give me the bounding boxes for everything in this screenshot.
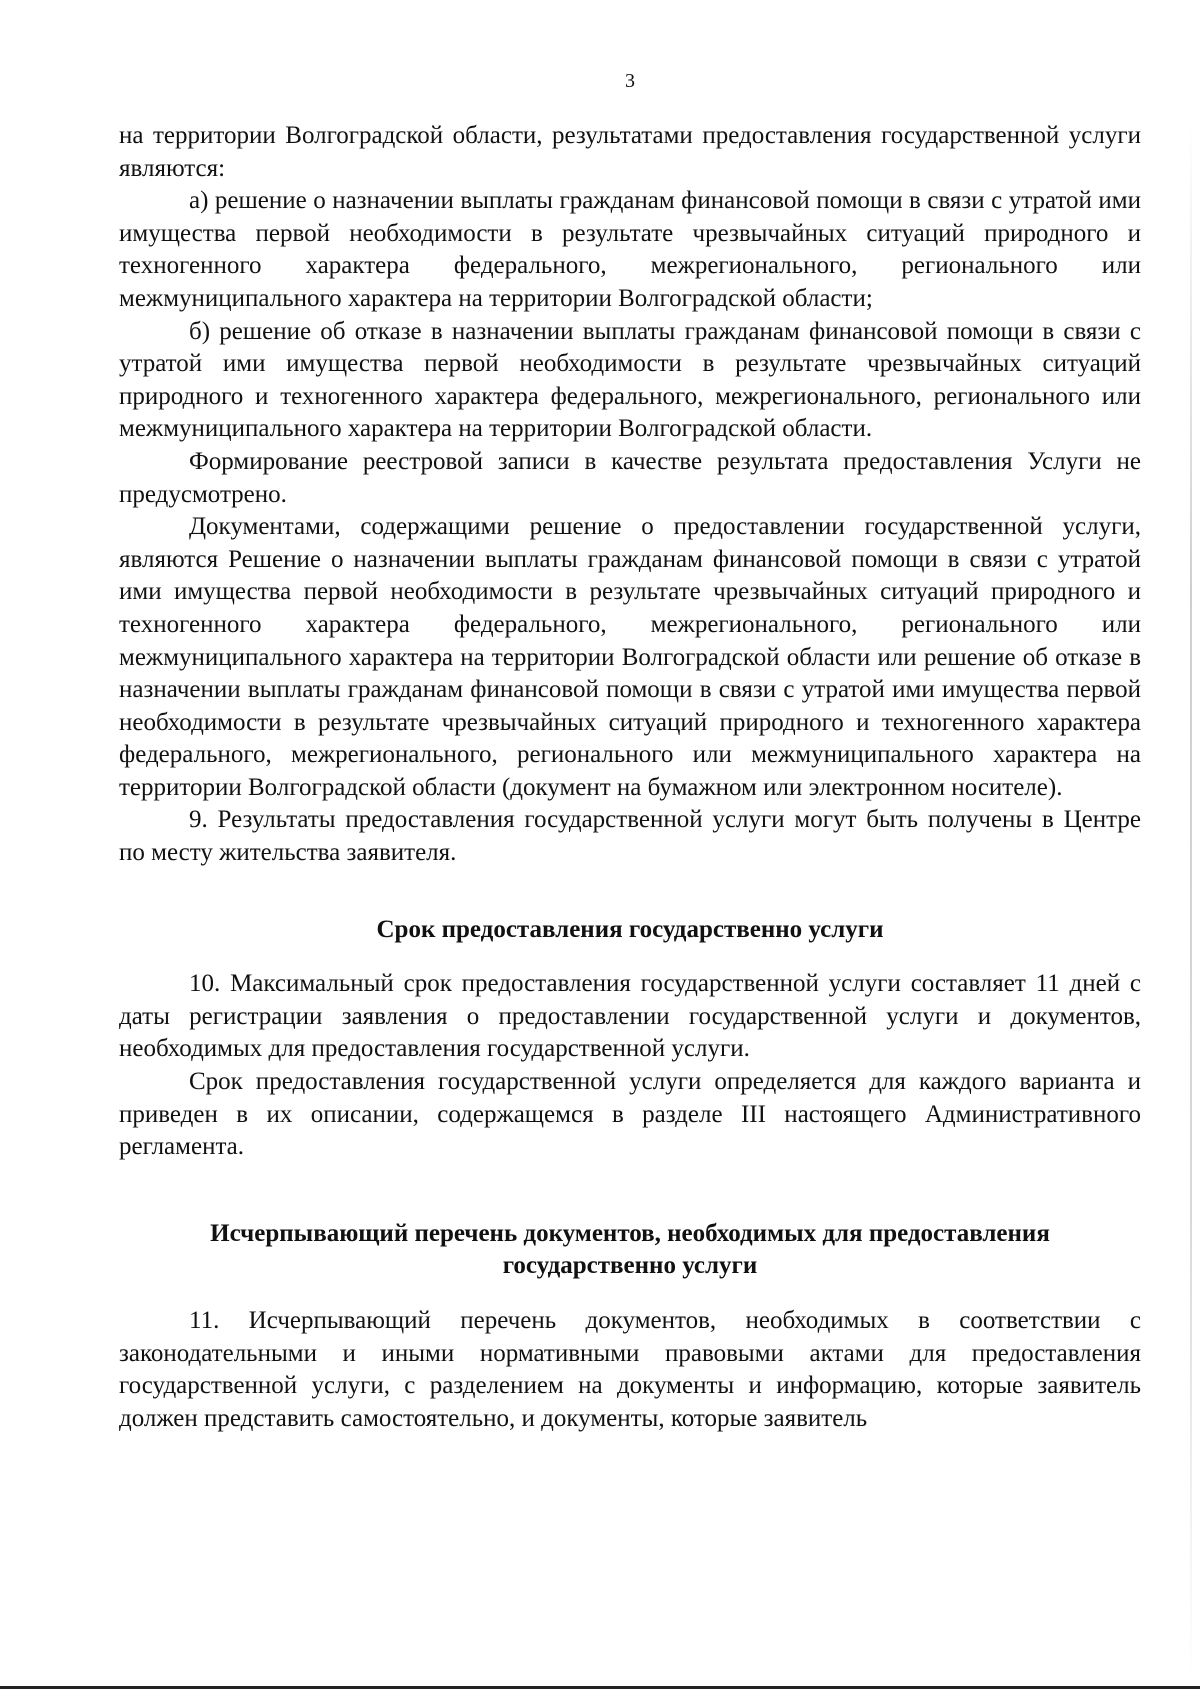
paragraph: Формирование реестровой записи в качестве результата предоставления Услуги не предусмотрено. [119,447,1141,508]
paragraph: Срок предоставления государственной услуги определяется для каждого варианта и приведен в их описании, содержащемся в разделе III настоящего Административного регламента. [119,1068,1141,1161]
section-heading-term: Срок предоставления государственно услуги [376,915,884,943]
document-body [119,120,1141,1435]
paragraph: на территории Волгоградской области, результатами предоставления государственной услуги являются: [119,122,1141,182]
paragraph-clause-9: 9. Результаты предоставления государственной услуги могут быть получены в Центре по месту жительства заявителя. [119,806,1141,867]
scan-bottom-edge [0,1686,1200,1689]
paragraph-clause-10: 10. Максимальный срок предоставления государственной услуги составляет 11 дней с даты регистрации заявления о предоставлении государственной услуги и документов, необходимых для предоставления государственной услуги. [119,970,1141,1063]
paragraph-clause-11: 11. Исчерпывающий перечень документов, необходимых в соответствии с законодательными и иными нормативными правовыми актами для предоставления государственной услуги, с разделением на документы и информацию, которые заявитель должен представить самостоятельно, и документы, которые заявитель [119,1307,1141,1432]
heading-line: Исчерпывающий перечень документов, необходимых для предоставления [210,1219,1050,1247]
page-number: 3 [625,70,635,92]
paragraph-item-a: а) решение о назначении выплаты гражданам финансовой помощи в связи с утратой ими имущества первой необходимости в результате чрезвычайных ситуаций природного и техногенного характера федерального, межрегионального, регионального или межмуниципального характера на территории Волгоградской области; [119,187,1141,312]
paragraph: Документами, содержащими решение о предоставлении государственной услуги, являются Решение о назначении выплаты гражданам финансовой помощи в связи с утратой ими имущества первой необходимости в результате чрезвычайных ситуаций природного и техногенного характера федерального, межрегионального, регионального или межмуниципального характера на территории Волгоградской области или решение об отказе в назначении выплаты гражданам финансовой помощи в связи с утратой ими имущества первой необходимости в результате чрезвычайных ситуаций природного и техногенного характера федерального, межрегионального, регионального или межмуниципального характера на территории Волгоградской области (документ на бумажном или электронном носителе). [119,513,1141,801]
section-heading-documents [119,1218,1141,1283]
heading-line: государственно услуги [502,1252,758,1280]
scan-edge-mark [1190,120,1192,1680]
paragraph-item-b: б) решение об отказе в назначении выплаты гражданам финансовой помощи в связи с утратой ими имущества первой необходимости в результате чрезвычайных ситуаций природного и техногенного характера федерального, межрегионального, регионального или межмуниципального характера на территории Волгоградской области. [119,317,1141,443]
